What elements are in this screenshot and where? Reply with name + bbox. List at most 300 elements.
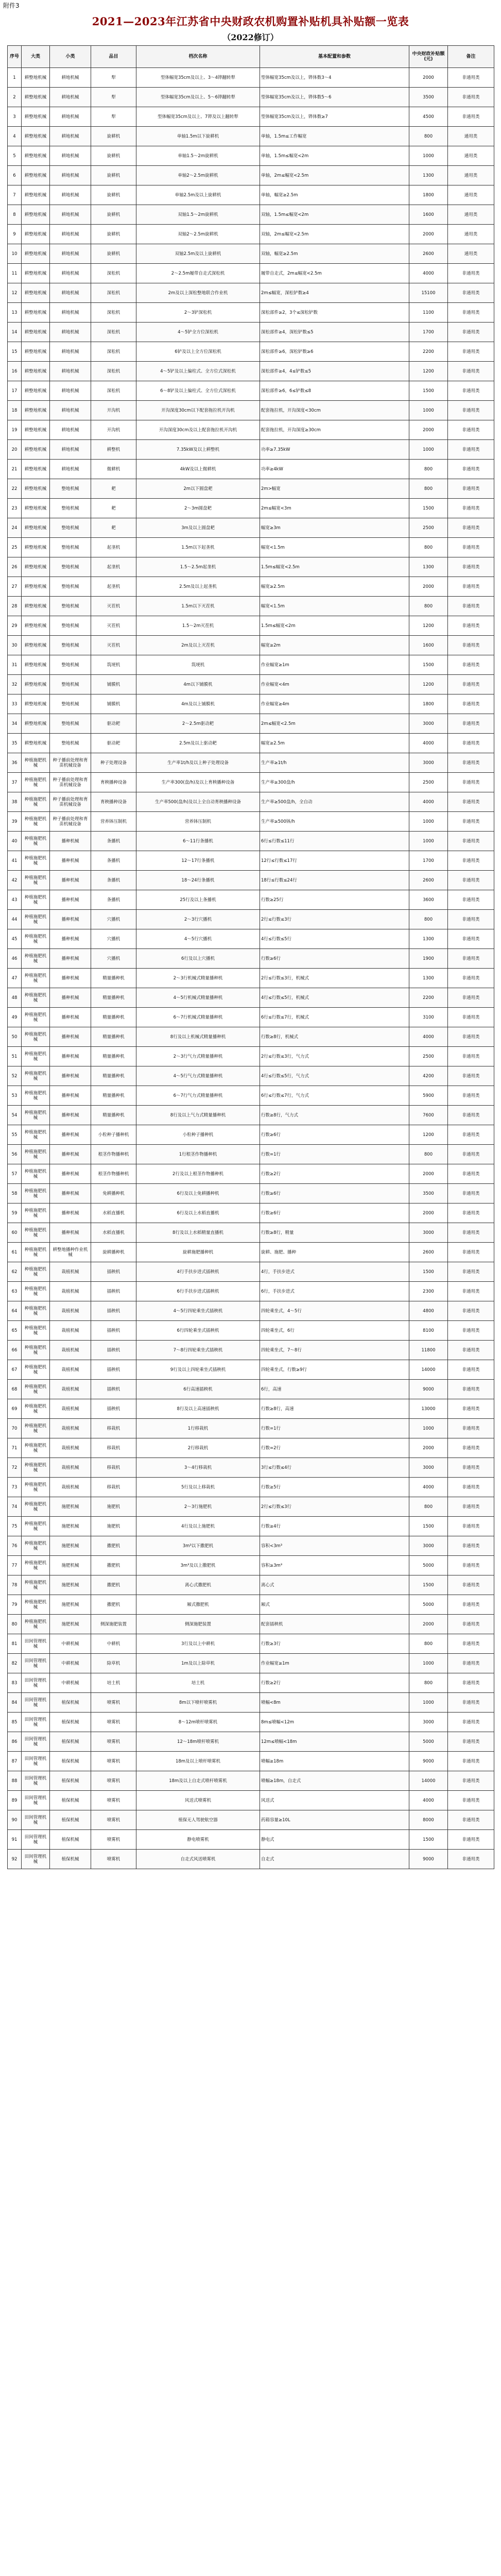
row-subcategory: 耕地机械 (50, 303, 91, 323)
row-seq: 75 (8, 1517, 22, 1536)
table-row (8, 264, 494, 283)
row-subcategory: 植保机械 (50, 1693, 91, 1713)
table-row (8, 1654, 494, 1673)
row-subsidy: 1500 (409, 1262, 448, 1282)
row-item: 施肥机 (91, 1497, 136, 1517)
row-grade: 风送式喷雾机 (136, 1791, 260, 1810)
row-subsidy: 1600 (409, 636, 448, 655)
row-subcategory: 耕地机械 (50, 401, 91, 420)
row-params: 1.5m≤幅宽<2m (260, 616, 409, 636)
table-row (8, 381, 494, 401)
row-params: 2m≤幅宽<2.5m (260, 714, 409, 734)
row-grade: 3～4行移栽机 (136, 1458, 260, 1478)
row-item: 插秧机 (91, 1380, 136, 1399)
row-subcategory: 播种机械 (50, 969, 91, 988)
attachment-label: 附件3 (3, 2, 20, 9)
row-grade: 单轴1.5～2m旋耕机 (136, 146, 260, 166)
row-subsidy: 3000 (409, 753, 448, 773)
row-seq: 41 (8, 851, 22, 871)
row-params: 深松部件≥2，3个≤深松铲数 (260, 303, 409, 323)
row-subcategory: 播种机械 (50, 1164, 91, 1184)
row-grade: 培土机 (136, 1673, 260, 1693)
row-grade: 6铲及以上全方位深松机 (136, 342, 260, 362)
row-subcategory: 播种机械 (50, 1086, 91, 1106)
row-grade: 6～7行机械式精量播种机 (136, 1008, 260, 1027)
row-remark: 非通用类 (448, 1360, 494, 1380)
table-row (8, 557, 494, 577)
row-subcategory: 种子播前处理和育苗机械设备 (50, 773, 91, 792)
row-seq: 60 (8, 1223, 22, 1243)
row-grade: 4～5行气力式精量播种机 (136, 1066, 260, 1086)
row-subsidy: 2000 (409, 1164, 448, 1184)
header-seq: 序号 (8, 46, 22, 68)
row-item: 喷雾机 (91, 1732, 136, 1752)
row-category: 田间管理机械 (22, 1732, 50, 1752)
table-row (8, 1047, 494, 1066)
row-item: 旋耕播种机 (91, 1243, 136, 1262)
row-params: 幅宽<1.5m (260, 597, 409, 616)
row-seq: 50 (8, 1027, 22, 1047)
row-subsidy: 1000 (409, 832, 448, 851)
row-seq: 19 (8, 420, 22, 440)
row-remark: 非通用类 (448, 1027, 494, 1047)
row-params: 功率≥4kW (260, 460, 409, 479)
row-category: 种植施肥机械 (22, 871, 50, 890)
row-item: 撒肥机 (91, 1556, 136, 1575)
row-item: 驱动耙 (91, 734, 136, 753)
row-subsidy: 1500 (409, 381, 448, 401)
header-category: 大类 (22, 46, 50, 68)
table-row (8, 1438, 494, 1458)
row-subsidy: 1800 (409, 694, 448, 714)
row-subsidy: 4000 (409, 792, 448, 812)
row-grade: 双轴1.5～2m旋耕机 (136, 205, 260, 225)
row-category: 种植施肥机械 (22, 1419, 50, 1438)
row-category: 种植施肥机械 (22, 1380, 50, 1399)
row-subcategory: 播种机械 (50, 1047, 91, 1066)
row-subsidy: 2600 (409, 1243, 448, 1262)
row-subsidy: 4000 (409, 1791, 448, 1810)
row-seq: 39 (8, 812, 22, 832)
row-remark: 非通用类 (448, 832, 494, 851)
row-category: 种植施肥机械 (22, 1047, 50, 1066)
row-params: 喷幅≥18m，自走式 (260, 1771, 409, 1791)
row-subsidy: 2500 (409, 1047, 448, 1066)
row-seq: 82 (8, 1654, 22, 1673)
row-item: 插秧机 (91, 1321, 136, 1341)
row-params: 2行≤行数≤3行 (260, 1497, 409, 1517)
row-item: 穴播机 (91, 910, 136, 929)
row-remark: 非通用类 (448, 1830, 494, 1850)
row-category: 耕整地机械 (22, 597, 50, 616)
row-item: 旋耕机 (91, 244, 136, 264)
row-item: 穴播机 (91, 949, 136, 969)
row-subsidy: 9000 (409, 1850, 448, 1869)
table-row (8, 1850, 494, 1869)
row-params: 幅宽≥2m (260, 636, 409, 655)
row-item: 灭茬机 (91, 636, 136, 655)
row-category: 耕整地机械 (22, 499, 50, 518)
row-subsidy: 4000 (409, 264, 448, 283)
row-category: 种植施肥机械 (22, 1243, 50, 1262)
row-category: 田间管理机械 (22, 1673, 50, 1693)
row-grade: 3m³及以上撒肥机 (136, 1556, 260, 1575)
table-row (8, 499, 494, 518)
row-remark: 非通用类 (448, 1575, 494, 1595)
row-category: 种植施肥机械 (22, 1458, 50, 1478)
table-row (8, 753, 494, 773)
row-params: 行数≥4行 (260, 1517, 409, 1536)
row-seq: 59 (8, 1204, 22, 1223)
row-subsidy: 2500 (409, 773, 448, 792)
row-subsidy: 1000 (409, 1693, 448, 1713)
row-category: 耕整地机械 (22, 538, 50, 557)
row-seq: 57 (8, 1164, 22, 1184)
row-grade: 型体幅宽35cm及以上、7铧及以上翻转犁 (136, 107, 260, 127)
row-seq: 79 (8, 1595, 22, 1615)
table-row (8, 1517, 494, 1536)
row-subcategory: 植保机械 (50, 1791, 91, 1810)
row-grade: 4～5行穴播机 (136, 929, 260, 949)
row-remark: 非通用类 (448, 1693, 494, 1713)
row-seq: 47 (8, 969, 22, 988)
table-row (8, 1497, 494, 1517)
row-subcategory: 中耕机械 (50, 1634, 91, 1654)
row-subcategory: 整地机械 (50, 499, 91, 518)
row-seq: 40 (8, 832, 22, 851)
row-subsidy: 5000 (409, 1732, 448, 1752)
table-row (8, 420, 494, 440)
table-row (8, 225, 494, 244)
row-params: 作业幅宽≥1m (260, 1654, 409, 1673)
row-category: 耕整地机械 (22, 225, 50, 244)
row-subsidy: 1100 (409, 303, 448, 323)
row-item: 深松机 (91, 342, 136, 362)
row-category: 种植施肥机械 (22, 1204, 50, 1223)
row-category: 种植施肥机械 (22, 1438, 50, 1458)
row-grade: 营养钵压制机 (136, 812, 260, 832)
row-category: 田间管理机械 (22, 1830, 50, 1850)
row-remark: 非通用类 (448, 1478, 494, 1497)
table-row (8, 460, 494, 479)
row-remark: 非通用类 (448, 1184, 494, 1204)
table-row (8, 166, 494, 185)
row-subsidy: 800 (409, 479, 448, 499)
row-grade: 18m及以上自走式喷杆喷雾机 (136, 1771, 260, 1791)
row-category: 种植施肥机械 (22, 812, 50, 832)
row-category: 种植施肥机械 (22, 1575, 50, 1595)
row-grade: 厢式撒肥机 (136, 1595, 260, 1615)
row-remark: 非通用类 (448, 362, 494, 381)
row-subsidy: 3500 (409, 1184, 448, 1204)
row-subcategory: 栽植机械 (50, 1458, 91, 1478)
row-item: 水稻直播机 (91, 1223, 136, 1243)
header-grade: 档次名称 (136, 46, 260, 68)
row-params: 配套拖拉机，开沟深度<30cm (260, 401, 409, 420)
row-item: 起垄机 (91, 538, 136, 557)
row-seq: 91 (8, 1830, 22, 1850)
row-seq: 13 (8, 303, 22, 323)
row-subcategory: 整地机械 (50, 557, 91, 577)
row-subcategory: 耕地机械 (50, 146, 91, 166)
row-item: 中耕机 (91, 1634, 136, 1654)
row-seq: 45 (8, 929, 22, 949)
row-subcategory: 播种机械 (50, 1027, 91, 1047)
row-grade: 8行及以上水稻精量直播机 (136, 1223, 260, 1243)
row-grade: 2.5m及以上驱动耙 (136, 734, 260, 753)
row-grade: 1m及以上除草机 (136, 1654, 260, 1673)
row-remark: 非通用类 (448, 812, 494, 832)
row-category: 种植施肥机械 (22, 910, 50, 929)
row-subsidy: 2000 (409, 1615, 448, 1634)
row-seq: 53 (8, 1086, 22, 1106)
row-subsidy: 3500 (409, 88, 448, 107)
row-item: 侧深施肥装置 (91, 1615, 136, 1634)
table-row (8, 969, 494, 988)
row-params: 2m≤幅宽<3m (260, 499, 409, 518)
row-grade: 2～2.5m驱动耙 (136, 714, 260, 734)
row-seq: 46 (8, 949, 22, 969)
row-item: 喷雾机 (91, 1850, 136, 1869)
row-subsidy: 1300 (409, 929, 448, 949)
row-grade: 6行及以上水稻直播机 (136, 1204, 260, 1223)
row-subsidy: 14000 (409, 1360, 448, 1380)
row-category: 种植施肥机械 (22, 753, 50, 773)
row-params: 行数≥5行 (260, 1478, 409, 1497)
row-seq: 37 (8, 773, 22, 792)
row-seq: 18 (8, 401, 22, 420)
row-params: 自走式 (260, 1850, 409, 1869)
row-params: 单轴，1.5m≤工作幅宽 (260, 127, 409, 146)
row-subsidy: 8100 (409, 1321, 448, 1341)
row-grade: 7.35kW及以上耕整机 (136, 440, 260, 460)
row-grade: 生产率1t/h及以上种子处理设备 (136, 753, 260, 773)
row-seq: 7 (8, 185, 22, 205)
row-item: 耙 (91, 479, 136, 499)
table-row (8, 1419, 494, 1438)
row-seq: 2 (8, 88, 22, 107)
row-subsidy: 3100 (409, 1008, 448, 1027)
row-category: 田间管理机械 (22, 1752, 50, 1771)
row-item: 精量播种机 (91, 1008, 136, 1027)
table-row (8, 988, 494, 1008)
row-seq: 29 (8, 616, 22, 636)
row-subcategory: 耕地机械 (50, 68, 91, 88)
row-params: 幅宽<1.5m (260, 538, 409, 557)
table-row (8, 812, 494, 832)
table-row (8, 773, 494, 792)
row-subsidy: 1300 (409, 969, 448, 988)
row-category: 耕整地机械 (22, 616, 50, 636)
row-subcategory: 整地机械 (50, 616, 91, 636)
row-subcategory: 栽植机械 (50, 1341, 91, 1360)
row-seq: 87 (8, 1752, 22, 1771)
row-seq: 54 (8, 1106, 22, 1125)
row-subsidy: 800 (409, 1634, 448, 1654)
row-params: 行数=1行 (260, 1145, 409, 1164)
row-subsidy: 1600 (409, 205, 448, 225)
row-grade: 植保无人驾驶航空器 (136, 1810, 260, 1830)
row-item: 小粒种子播种机 (91, 1125, 136, 1145)
row-params: 行数≥2行 (260, 1673, 409, 1693)
row-seq: 61 (8, 1243, 22, 1262)
row-params: 单轴，幅宽≥2.5m (260, 185, 409, 205)
row-grade: 1.5～2.5m起垄机 (136, 557, 260, 577)
row-grade: 1行移栽机 (136, 1419, 260, 1438)
row-params: 四轮乘坐式，行数≥9行 (260, 1360, 409, 1380)
row-grade: 2～3行气力式精量播种机 (136, 1047, 260, 1066)
row-remark: 非通用类 (448, 1282, 494, 1301)
row-grade: 2行移栽机 (136, 1438, 260, 1458)
row-subsidy: 4000 (409, 734, 448, 753)
row-remark: 非通用类 (448, 1497, 494, 1517)
subsidy-table (7, 45, 494, 1869)
row-item: 旋耕机 (91, 127, 136, 146)
row-category: 田间管理机械 (22, 1771, 50, 1791)
row-grade: 2行及以上根茎作物播种机 (136, 1164, 260, 1184)
table-row (8, 655, 494, 675)
row-subsidy: 1500 (409, 1830, 448, 1850)
row-subsidy: 1000 (409, 440, 448, 460)
row-subcategory: 整地机械 (50, 518, 91, 538)
row-subsidy: 1000 (409, 146, 448, 166)
row-remark: 非通用类 (448, 68, 494, 88)
row-params: 厢式 (260, 1595, 409, 1615)
row-item: 开沟机 (91, 401, 136, 420)
row-category: 田间管理机械 (22, 1791, 50, 1810)
row-subsidy: 4200 (409, 1066, 448, 1086)
row-seq: 71 (8, 1438, 22, 1458)
row-params: 4行≤行数≤5行，气力式 (260, 1066, 409, 1086)
row-subcategory: 耕地机械 (50, 440, 91, 460)
row-remark: 非通用类 (448, 1008, 494, 1027)
row-item: 插秧机 (91, 1341, 136, 1360)
row-subsidy: 1500 (409, 1517, 448, 1536)
row-grade: 3m及以上圆盘耙 (136, 518, 260, 538)
row-item: 深松机 (91, 303, 136, 323)
row-item: 培土机 (91, 1673, 136, 1693)
row-category: 种植施肥机械 (22, 1282, 50, 1301)
row-subcategory: 耕地机械 (50, 283, 91, 303)
row-grade: 8m以下喷杆喷雾机 (136, 1693, 260, 1713)
row-category: 种植施肥机械 (22, 1223, 50, 1243)
document-title: 2021—2023年江苏省中央财政农机购置补贴机具补贴额一览表 (92, 15, 409, 28)
row-seq: 74 (8, 1497, 22, 1517)
row-subsidy: 2600 (409, 871, 448, 890)
table-row (8, 1536, 494, 1556)
row-seq: 86 (8, 1732, 22, 1752)
row-remark: 非通用类 (448, 420, 494, 440)
row-item: 深松机 (91, 381, 136, 401)
row-remark: 通用类 (448, 205, 494, 225)
table-header-row (8, 46, 494, 68)
row-seq: 83 (8, 1673, 22, 1693)
row-item: 除草机 (91, 1654, 136, 1673)
row-subsidy: 800 (409, 1145, 448, 1164)
table-row (8, 68, 494, 88)
table-row (8, 1027, 494, 1047)
row-seq: 23 (8, 499, 22, 518)
table-row (8, 1184, 494, 1204)
row-category: 田间管理机械 (22, 1850, 50, 1869)
row-category: 耕整地机械 (22, 714, 50, 734)
row-item: 犁 (91, 107, 136, 127)
row-grade: 3行及以上中耕机 (136, 1634, 260, 1654)
row-item: 深松机 (91, 323, 136, 342)
table-row (8, 1262, 494, 1282)
row-params: 行数≥3行 (260, 1634, 409, 1654)
row-seq: 84 (8, 1693, 22, 1713)
row-params: 单轴，1.5m≤幅宽<2m (260, 146, 409, 166)
row-subcategory: 整地机械 (50, 675, 91, 694)
row-remark: 非通用类 (448, 323, 494, 342)
document-subtitle: （2022修订） (222, 32, 279, 42)
row-subcategory: 施肥机械 (50, 1517, 91, 1536)
row-remark: 非通用类 (448, 381, 494, 401)
row-grade: 1.5m以下起垄机 (136, 538, 260, 557)
row-category: 耕整地机械 (22, 401, 50, 420)
row-remark: 非通用类 (448, 107, 494, 127)
row-item: 喷雾机 (91, 1713, 136, 1732)
row-seq: 22 (8, 479, 22, 499)
row-grade: 开沟深度30cm及以上配套拖拉机开沟机 (136, 420, 260, 440)
row-grade: 12～17行条播机 (136, 851, 260, 871)
row-item: 插秧机 (91, 1282, 136, 1301)
row-subcategory: 种子播前处理和育苗机械设备 (50, 812, 91, 832)
row-category: 田间管理机械 (22, 1634, 50, 1654)
row-seq: 1 (8, 68, 22, 88)
row-grade: 8行及以上机械式精量播种机 (136, 1027, 260, 1047)
row-remark: 非通用类 (448, 342, 494, 362)
row-params: 作业幅宽≥1m (260, 655, 409, 675)
row-seq: 4 (8, 127, 22, 146)
row-category: 耕整地机械 (22, 655, 50, 675)
row-item: 微耕机 (91, 460, 136, 479)
row-seq: 70 (8, 1419, 22, 1438)
row-subsidy: 1200 (409, 675, 448, 694)
row-remark: 通用类 (448, 166, 494, 185)
row-grade: 2～3m圆盘耙 (136, 499, 260, 518)
row-remark: 非通用类 (448, 1634, 494, 1654)
row-remark: 非通用类 (448, 303, 494, 323)
row-subcategory: 耕地机械 (50, 88, 91, 107)
table-row (8, 675, 494, 694)
row-subcategory: 中耕机械 (50, 1654, 91, 1673)
row-item: 营养钵压制机 (91, 812, 136, 832)
row-seq: 72 (8, 1458, 22, 1478)
row-params: 四轮乘坐式，6行 (260, 1321, 409, 1341)
row-item: 旋耕机 (91, 205, 136, 225)
row-grade: 开沟深度30cm以下配套拖拉机开沟机 (136, 401, 260, 420)
row-remark: 非通用类 (448, 1438, 494, 1458)
row-grade: 6行高速插秧机 (136, 1380, 260, 1399)
row-category: 种植施肥机械 (22, 773, 50, 792)
table-row (8, 1556, 494, 1575)
row-params: 幅宽≥2.5m (260, 577, 409, 597)
header-subcategory: 小类 (50, 46, 91, 68)
row-subsidy: 2000 (409, 577, 448, 597)
table-row (8, 440, 494, 460)
row-params: 型体幅宽35cm及以上，铧体数5～6 (260, 88, 409, 107)
row-subcategory: 整地机械 (50, 479, 91, 499)
row-subcategory: 耕地机械 (50, 166, 91, 185)
row-item: 移栽机 (91, 1458, 136, 1478)
row-remark: 非通用类 (448, 1223, 494, 1243)
row-seq: 15 (8, 342, 22, 362)
row-grade: 5行及以上移栽机 (136, 1478, 260, 1497)
row-category: 耕整地机械 (22, 166, 50, 185)
row-params: 配套拖拉机，开沟深度≥30cm (260, 420, 409, 440)
